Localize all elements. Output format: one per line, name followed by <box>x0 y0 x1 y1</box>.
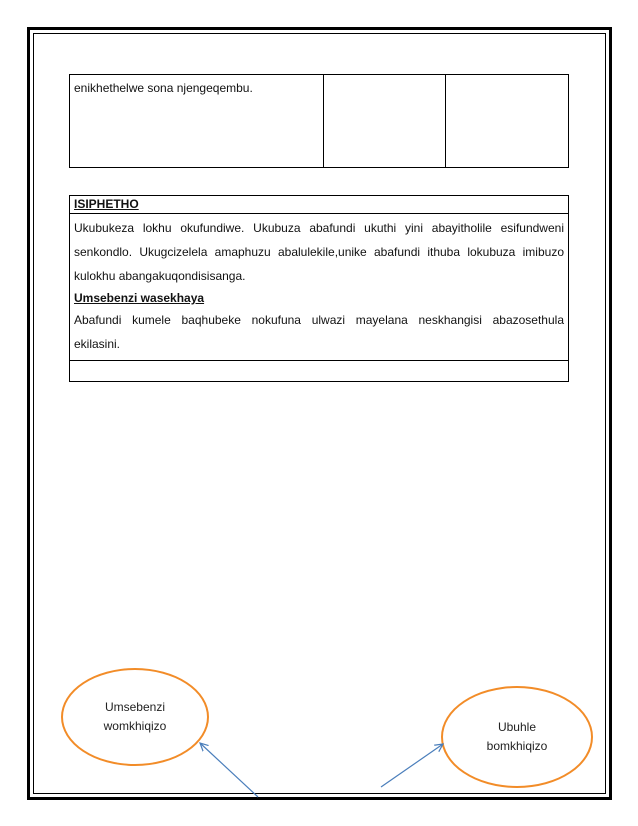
isiphetho-empty-cell <box>70 361 569 382</box>
homework-heading: Umsebenzi wasekhaya <box>74 291 205 305</box>
top-table-cell-1: enikhethelwe sona njengeqembu. <box>70 75 324 168</box>
ellipse-right-line-1: Ubuhle <box>497 720 536 734</box>
para1-line-2: senkondlo. Ukugcizelela amaphuzu abalulekile,unike abafundi ithuba lokubuza imibuzo <box>74 245 564 259</box>
table-row <box>70 196 569 214</box>
para2-line-1: Abafundi kumele baqhubeke nokufuna ulwazi mayelana neskhangisi abazosethula <box>74 313 564 327</box>
top-table <box>69 74 569 168</box>
top-table-cell-2 <box>323 75 446 168</box>
table-row <box>70 361 569 382</box>
para2-line-2: ekilasini. <box>74 337 121 351</box>
ellipse-product-work <box>61 668 209 766</box>
para1-line-3: kulokhu abangakuqondisisanga. <box>74 269 246 283</box>
ellipse-product-beauty <box>441 686 593 788</box>
table-row <box>70 75 569 168</box>
ellipse-left-line-1: Umsebenzi <box>104 700 165 714</box>
table-row <box>70 214 569 361</box>
para1-line-1: Ukubukeza lokhu okufundiwe. Ukubuza abafundi ukuthi yini abayitholile esifundweni <box>74 221 564 235</box>
top-table-cell-3 <box>446 75 569 168</box>
isiphetho-table <box>69 195 569 382</box>
isiphetho-heading: ISIPHETHO <box>70 196 569 214</box>
ellipse-right-line-2: bomkhiqizo <box>486 739 548 753</box>
ellipse-left-line-2: womkhiqizo <box>103 719 167 733</box>
isiphetho-body <box>70 214 569 361</box>
